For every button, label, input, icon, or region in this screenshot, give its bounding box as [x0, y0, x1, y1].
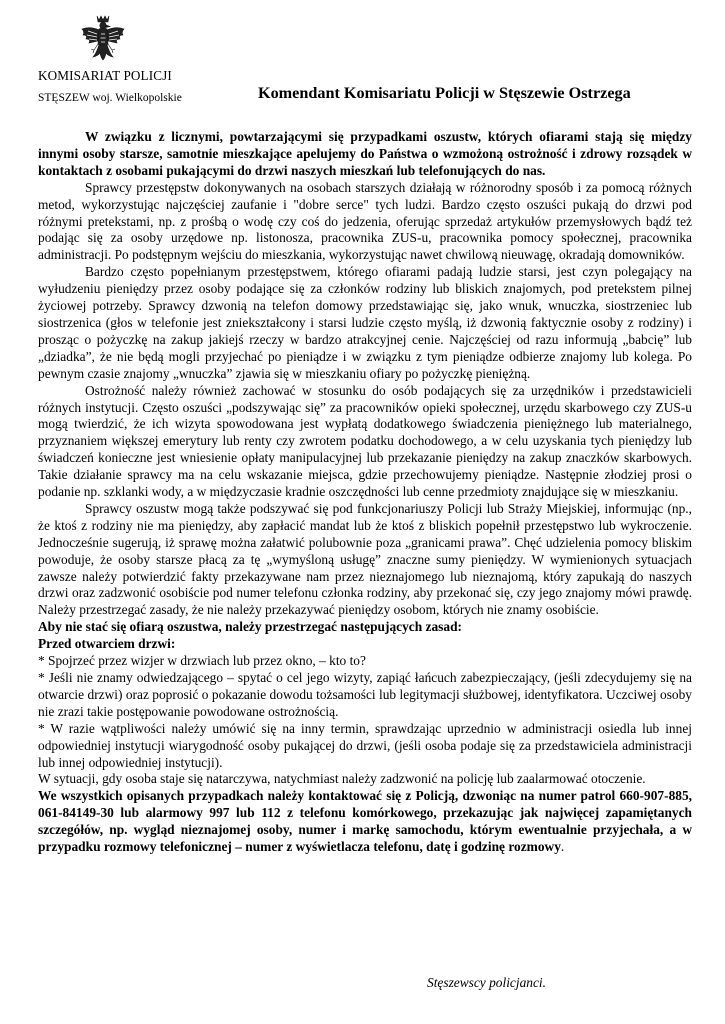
organization-location: STĘSZEW woj. Wielkopolskie	[38, 92, 182, 104]
contact-police-text: We wszystkich opisanych przypadkach należy kontaktować się z Policją, dzwoniąc na numer patrol 660-907-885, 061-84149-30 lub alarmowy 997 lub 112 z telefonu komórkowego, przekazując jak najwięcej zapamiętanych szczegółów, np. wygląd nieznajomej osoby, numer i markę samochodu, którym ewentualnie przyjechała, a w przypadku rozmowy telefonicznej – numer z wyświetlacza telefonu, datę i godzinę rozmowy	[38, 788, 692, 855]
rule-item: * Jeśli nie znamy odwiedzającego – spytać o cel jego wizyty, zapiąć łańcuch zabezpieczający, (jeśli zdecydujemy się na otwarcie drzwi) oraz poprosić o pokazanie dowodu tożsamości lub legitymacji służbowej, identyfikatora. Uczciwej osoby nie zrazi takie postępowanie powodowane ostrożnością.	[38, 670, 692, 719]
rule-item: * Spojrzeć przez wizjer w drzwiach lub przez okno, – kto to?	[38, 653, 366, 669]
document-body	[38, 129, 692, 856]
before-door-heading: Przed otwarciem drzwi:	[38, 636, 176, 652]
rule-item: * W razie wątpliwości należy umówić się na inny termin, sprawdzając uprzednio w administracji osiedla lub innej odpowiedniej instytucji wiarygodność osoby pukającej do drzwi, (jeśli osoba podaje się za przedstawiciela administracji lub innej odpowiedniej instytucji).	[38, 720, 692, 770]
paragraph-grandchild-scam: Bardzo często popełnianym przestępstwem, którego ofiarami padają ludzie starsi, jest czyn polegający na wyłudzeniu pieniędzy przez osoby podające się za członków rodziny lub bliskich znajomych, pod pretekstem pilnej życiowej potrzeby. Sprawcy dzwonią na telefon domowy przedstawiając się, jako wnuk, wnuczka, siostrzeniec lub siostrzenica (głos w telefonie jest zniekształcony i starsi ludzie często myślą, iż dzwonią faktycznie osoby z rodziny) i prosząc o pożyczkę na zakup jakiejś rzeczy w bardzo atrakcyjnej cenie. Najczęściej od razu informują „babcię” lub „dziadka”, że nie będą mogli przyjechać po pieniądze i w związku z tym pieniądze odbierze znajomy lub kolega. Po pewnym czasie znajomy „wnuczka” zjawia się w mieszkaniu ofiary po pożyczkę pieniężną.	[38, 264, 692, 381]
closing-period: .	[560, 839, 565, 855]
paragraph-fake-police: Sprawcy oszustw mogą także podszywać się pod funkcjonariuszy Policji lub Straży Miejskiej, informując (np., że ktoś z rodziny nie ma pieniędzy, aby zapłacić mandat lub że ktoś z bliskich popełnił przestępstwo lub wykroczenie. Jednocześnie sugerują, iż sprawę można załatwić polubownie poza „granicami prawa”. Chęć udzielenia pomocy bliskim powoduje, że osoby starsze płacą za tę „wymyśloną usługę” znaczne sumy pieniędzy. W wymienionych sytuacjach zawsze należy potwierdzić fakty przekazywane nam przez nieznajomego lub nieznajomą, który zapukają do naszych drzwi oraz zadzwonić osobiście pod numer telefonu członka rodziny, aby przekonać się, czy jego znajomy mówi prawdę. Należy przestrzegać zasady, że nie należy przekazywać pieniędzy osobom, których nie znamy osobiście.	[38, 500, 692, 618]
intro-paragraph: W związku z licznymi, powtarzającymi się przypadkami oszustw, których ofiarami stają się między innymi osoby starsze, samotnie mieszkające apelujemy do Państwa o wzmożoną ostrożność i zdrowy rozsądek w kontaktach z osobami pukającymi do drzwi naszych mieszkań lub telefonujących do nas.	[38, 129, 692, 178]
signature: Stęszewscy policjanci.	[427, 975, 546, 990]
paragraph-fake-officials: Ostrożność należy również zachować w stosunku do osób podających się za urzędników i przedstawicieli różnych instytucji. Często oszuści „podszywając się” za pracowników opieki społecznej, urzędu skarbowego czy ZUS-u mogą twierdzić, że ich wizyta spowodowana jest wypłatą dodatkowego świadczenia pieniężnego lub materialnego, przyznaniem większej emerytury lub renty czy zwrotem podatku dochodowego, a w celu uzyskania tych pieniędzy lub świadczeń konieczne jest wniesienie opłaty manipulacyjnej lub przekazanie pieniędzy na zakup znaczków skarbowych. Takie działanie sprawcy ma na celu wskazanie miejsca, gdzie przechowujemy pieniądze. Następnie złodziej prosi o podanie np. szklanki wody, a w międzyczasie kradnie oszczędności lub cenne przedmioty znajdujące się w mieszkaniu.	[38, 382, 692, 500]
document-title: Komendant Komisariatu Policji w Stęszewie Ostrzega	[258, 84, 631, 102]
aggressive-visitor-paragraph: W sytuacji, gdy osoba staje się natarczywa, natychmiast należy zadzwonić na policję lub zaalarmować otoczenie.	[38, 771, 646, 787]
paragraph-door-thieves: Sprawcy przestępstw dokonywanych na osobach starszych działają w różnorodny sposób i za pomocą różnych metod, wykorzystując najczęściej zaufanie i "dobre serce" tych ludzi. Bardzo często oszuści pukają do drzwi pod różnymi pretekstami, np. z prośbą o wodę czy coś do jedzenia, oferując sprzedaż artykułów przemysłowych bądź też podając się za osoby urzędowe np. listonosza, pracownika ZUS-u, pracownika pomocy społecznej, pracownika administracji. Po podstępnym wejściu do mieszkania, wykorzystując nawet chwilową nieuwagę, okradają domowników.	[38, 179, 692, 263]
polish-eagle-emblem-icon	[80, 14, 126, 66]
contact-police-paragraph	[38, 788, 692, 856]
organization-name: KOMISARIAT POLICJI	[38, 68, 172, 83]
rules-heading: Aby nie stać się ofiarą oszustwa, należy przestrzegać następujących zasad:	[38, 619, 462, 635]
